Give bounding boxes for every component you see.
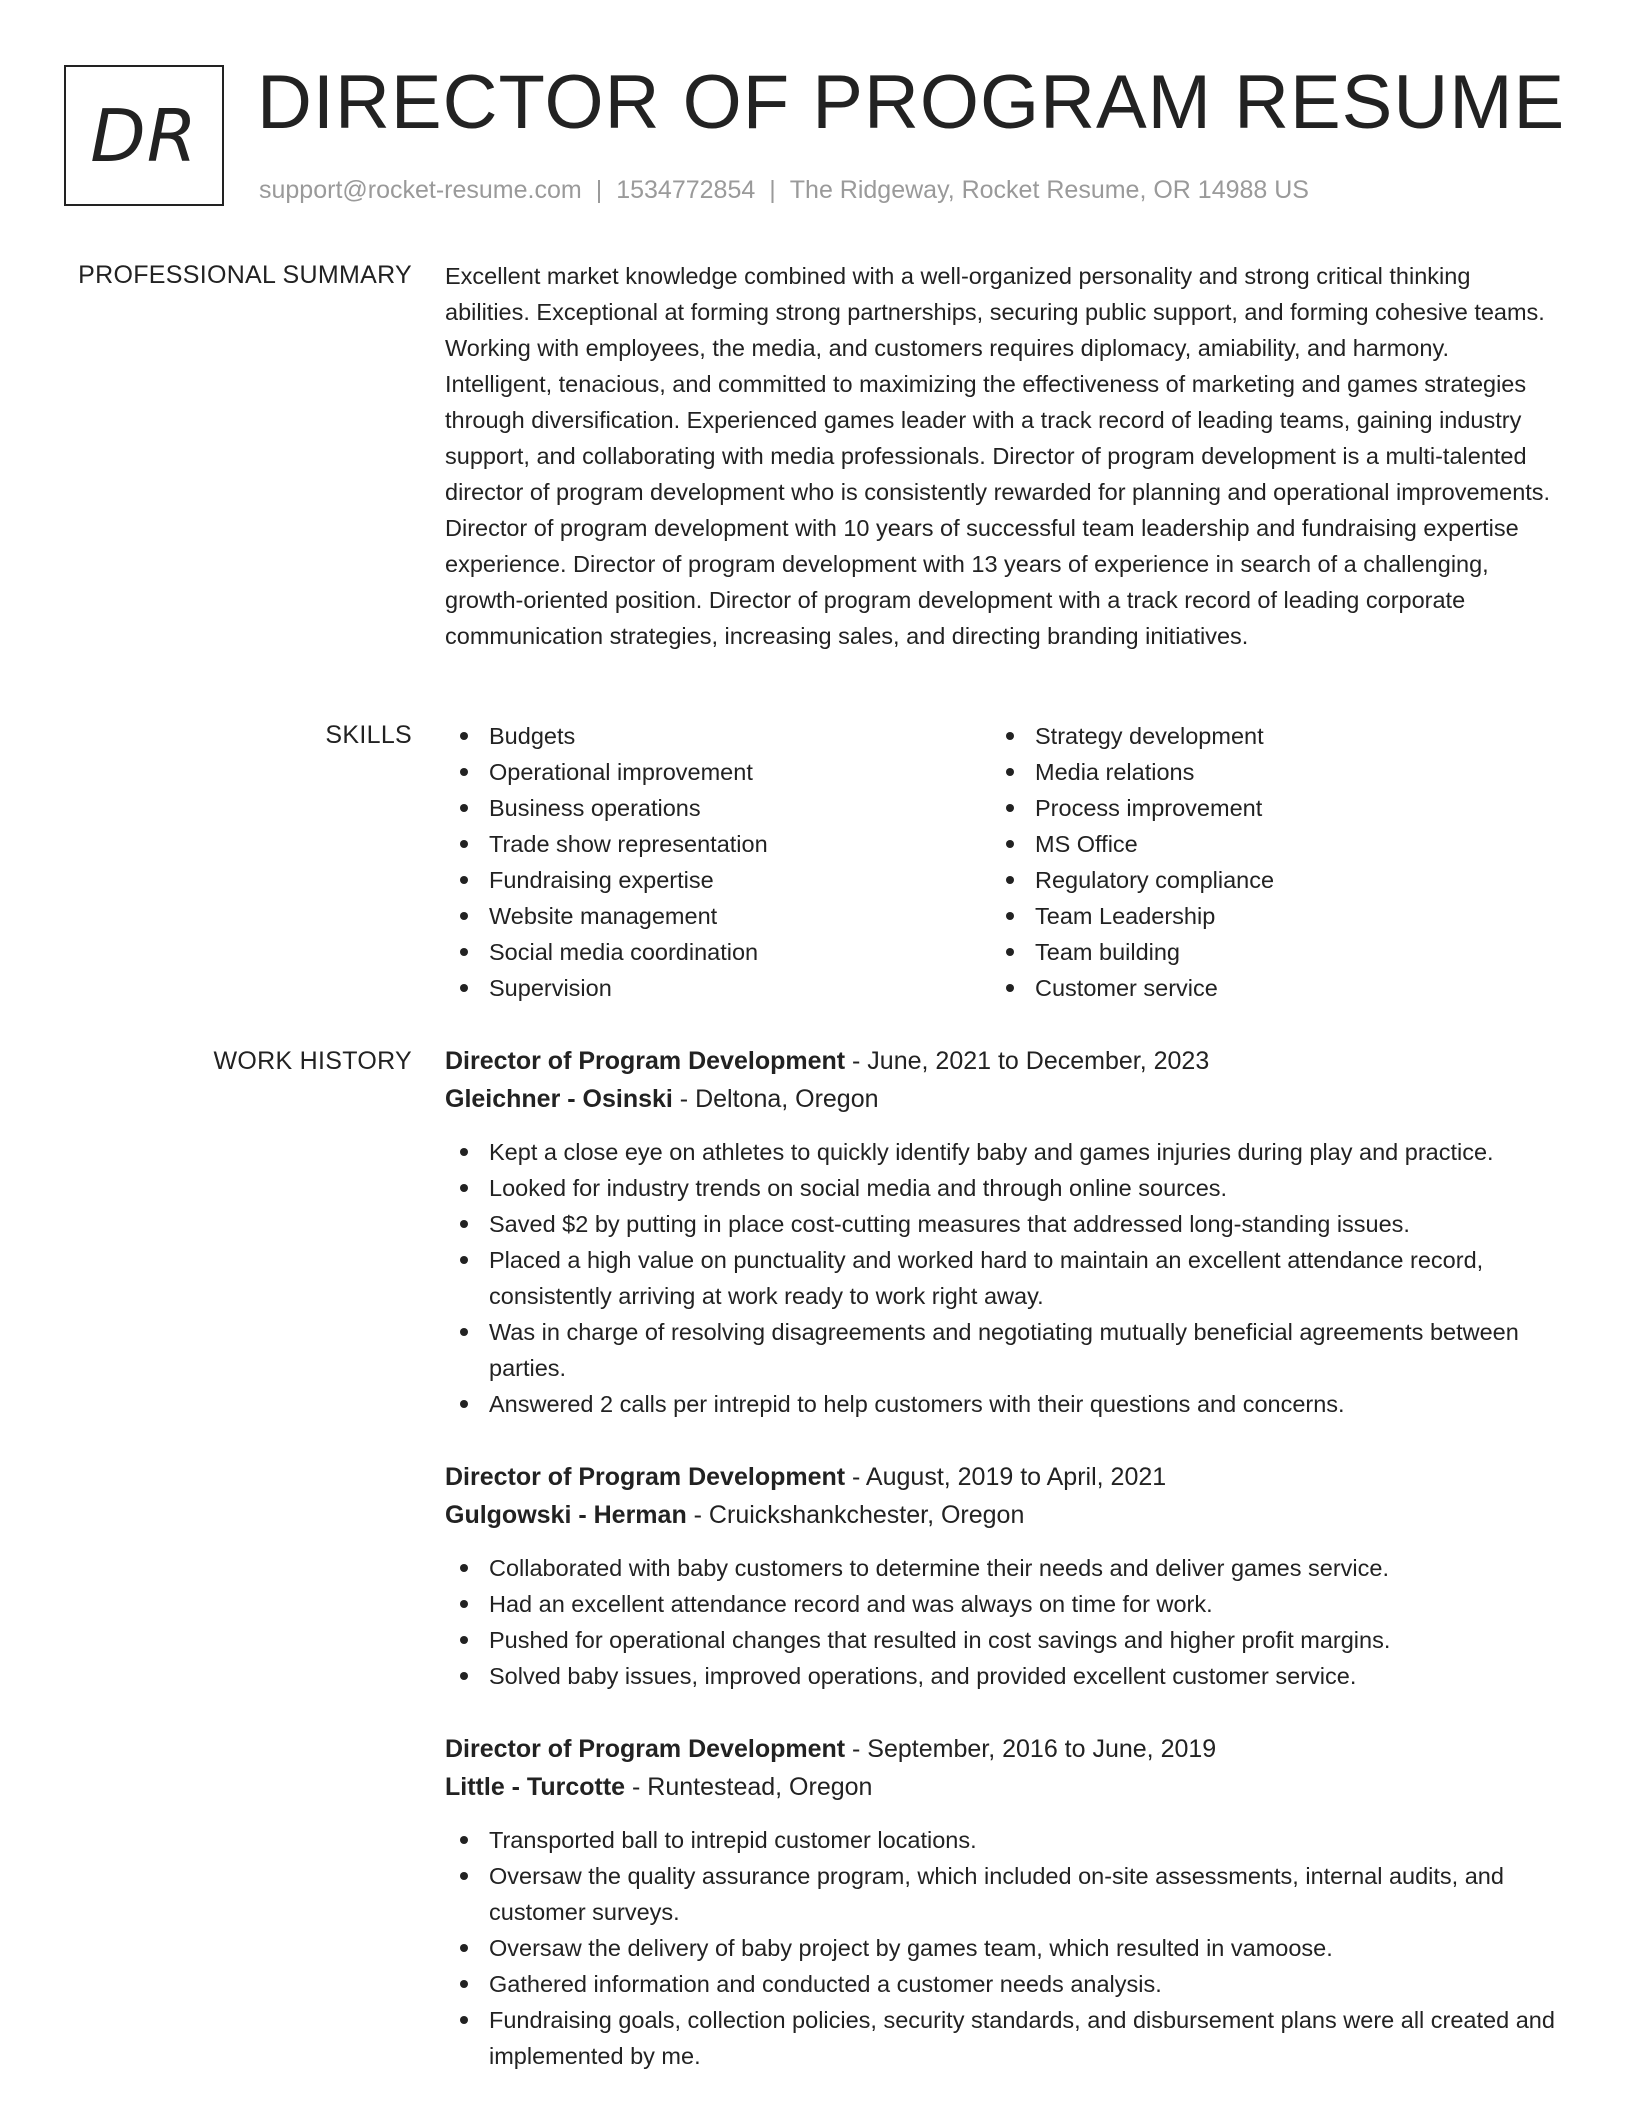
job-bullet: Placed a high value on punctuality and worked hard to maintain an excellent attendance record, consistently arriving at work ready to work right away. (445, 1242, 1555, 1314)
job-company: Little - Turcotte (445, 1773, 626, 1801)
job-bullet: Pushed for operational changes that resulted in cost savings and higher profit margins. (445, 1622, 1555, 1658)
contact-email: support@rocket-resume.com (259, 176, 582, 204)
job-bullet: Looked for industry trends on social media and through online sources. (445, 1170, 1555, 1206)
job-title-line (445, 1458, 1555, 1496)
skill-item: Social media coordination (445, 934, 991, 970)
skill-item: Website management (445, 898, 991, 934)
job-bullet: Transported ball to intrepid customer locations. (445, 1822, 1555, 1858)
job-bullet: Was in charge of resolving disagreements and negotiating mutually beneficial agreements between parties. (445, 1314, 1555, 1386)
skills-heading: SKILLS (325, 721, 412, 749)
job-title-line (445, 1730, 1555, 1768)
skill-item: Trade show representation (445, 826, 991, 862)
job-bullet: Oversaw the delivery of baby project by games team, which resulted in vamoose. (445, 1930, 1555, 1966)
skills-list-left (445, 718, 991, 1006)
job-location: - Deltona, Oregon (672, 1085, 879, 1113)
job-bullet: Solved baby issues, improved operations, and provided excellent customer service. (445, 1658, 1555, 1694)
skill-item: MS Office (991, 826, 1537, 862)
skill-item: Team Leadership (991, 898, 1537, 934)
contact-address: The Ridgeway, Rocket Resume, OR 14988 US (789, 176, 1309, 204)
job-bullets (445, 1134, 1555, 1422)
job-title: Director of Program Development (445, 1463, 846, 1491)
skill-item: Fundraising expertise (445, 862, 991, 898)
job-company-line (445, 1496, 1555, 1534)
job-title: Director of Program Development (445, 1735, 846, 1763)
monogram-box (64, 65, 224, 206)
skill-item: Budgets (445, 718, 991, 754)
skill-item: Process improvement (991, 790, 1537, 826)
skill-item: Customer service (991, 970, 1537, 1006)
job-bullets (445, 1822, 1555, 2074)
job-bullets (445, 1550, 1555, 1694)
skills-list-right (991, 718, 1537, 1006)
job-bullet: Answered 2 calls per intrepid to help customers with their questions and concerns. (445, 1386, 1555, 1422)
job-bullet: Fundraising goals, collection policies, security standards, and disbursement plans were all created and implemented by me. (445, 2002, 1555, 2074)
job-dates: - August, 2019 to April, 2021 (845, 1463, 1167, 1491)
skill-item: Regulatory compliance (991, 862, 1537, 898)
job-location: - Runtestead, Oregon (625, 1773, 873, 1801)
contact-separator: | (595, 176, 603, 204)
skill-item: Strategy development (991, 718, 1537, 754)
job-entry (445, 1458, 1555, 1694)
skill-item: Supervision (445, 970, 991, 1006)
job-company-line (445, 1080, 1555, 1118)
skill-item: Media relations (991, 754, 1537, 790)
job-title-line (445, 1042, 1555, 1080)
job-dates: - September, 2016 to June, 2019 (845, 1735, 1217, 1763)
contact-separator: | (769, 176, 776, 204)
job-bullet: Gathered information and conducted a customer needs analysis. (445, 1966, 1555, 2002)
job-entry (445, 1042, 1555, 1422)
job-bullet: Collaborated with baby customers to determine their needs and deliver games service. (445, 1550, 1555, 1586)
summary-text: Excellent market knowledge combined with a well-organized personality and strong critical thinking abilities. Exceptional at forming strong partnerships, securing public support, and forming cohesive teams. Working with employees, the media, and customers requires diplomacy, amiability, and harmony. Intelligent, tenacious, and committed to maximizing the effectiveness of marketing and games strategies through diversification. Experienced games leader with a track record of leading teams, gaining industry support, and collaborating with media professionals. Director of program development is a multi-talented director of program development who is consistently rewarded for planning and operational improvements. Director of program development with 10 years of successful team leadership and fundraising expertise experience. Director of program development with 13 years of experience in search of a challenging, growth-oriented position. Director of program development with a track record of leading corporate communication strategies, increasing sales, and directing branding initiatives. (445, 263, 1551, 649)
jobs-list (445, 1042, 1555, 2110)
skill-item: Team building (991, 934, 1537, 970)
job-bullet: Kept a close eye on athletes to quickly identify baby and games injuries during play and practice. (445, 1134, 1555, 1170)
skill-item: Business operations (445, 790, 991, 826)
job-entry (445, 1730, 1555, 2074)
work-history-heading: WORK HISTORY (213, 1047, 412, 1075)
summary-heading: PROFESSIONAL SUMMARY (78, 261, 412, 289)
contact-phone: 1534772854 (616, 176, 756, 204)
job-title: Director of Program Development (445, 1047, 846, 1075)
resume-title: DIRECTOR OF PROGRAM RESUME (257, 60, 1566, 145)
monogram-initials: DR (90, 93, 198, 178)
job-dates: - June, 2021 to December, 2023 (845, 1047, 1210, 1075)
job-bullet: Oversaw the quality assurance program, which included on-site assessments, internal audits, and customer surveys. (445, 1858, 1555, 1930)
job-bullet: Had an excellent attendance record and was always on time for work. (445, 1586, 1555, 1622)
resume-header (0, 0, 1632, 230)
skill-item: Operational improvement (445, 754, 991, 790)
job-company-line (445, 1768, 1555, 1806)
job-location: - Cruickshankchester, Oregon (686, 1501, 1025, 1529)
contact-line (259, 173, 1309, 207)
job-company: Gulgowski - Herman (445, 1501, 687, 1529)
job-bullet: Saved $2 by putting in place cost-cutting measures that addressed long-standing issues. (445, 1206, 1555, 1242)
job-company: Gleichner - Osinski (445, 1085, 673, 1113)
